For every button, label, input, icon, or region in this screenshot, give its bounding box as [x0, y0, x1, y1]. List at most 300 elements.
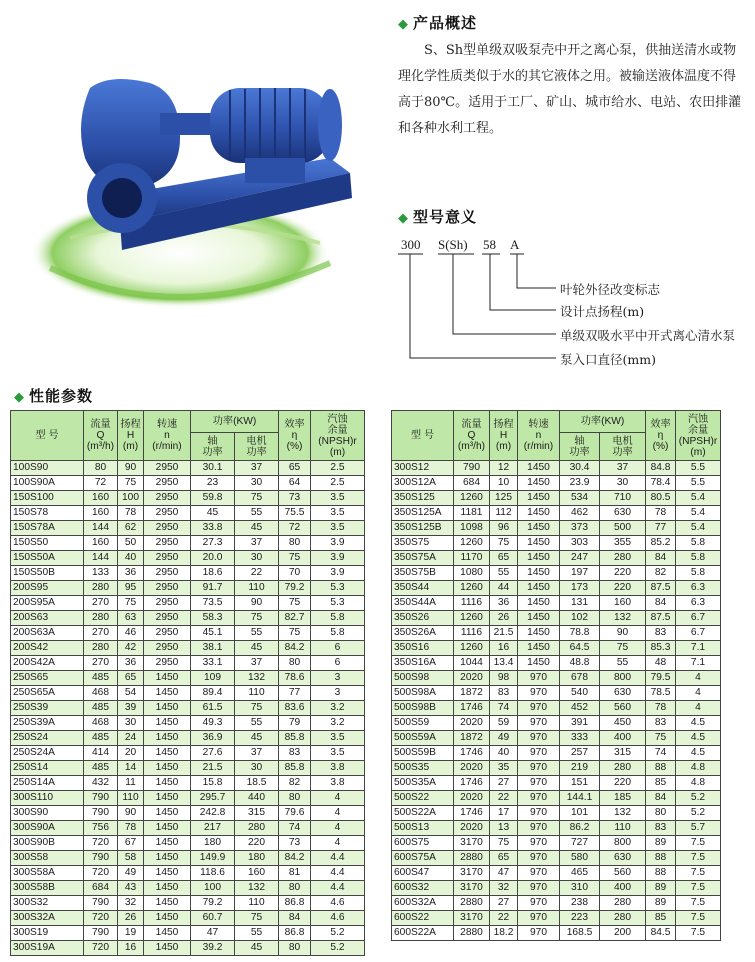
table-cell: 82 [646, 566, 676, 581]
table-cell: 400 [600, 731, 646, 746]
table-cell: 89 [646, 896, 676, 911]
table-cell: 27 [490, 896, 518, 911]
table-cell: 1746 [454, 701, 490, 716]
table-row [11, 656, 365, 671]
table-cell: 242.8 [191, 806, 235, 821]
table-cell: 43 [118, 881, 144, 896]
table-cell: 580 [560, 851, 600, 866]
table-cell: 462 [560, 506, 600, 521]
table-cell: 800 [600, 836, 646, 851]
table-cell: 79.6 [279, 806, 311, 821]
table-cell: 2020 [454, 716, 490, 731]
table-cell: 355 [600, 536, 646, 551]
performance-title: ◆ 性能参数 [14, 387, 94, 405]
table-row [392, 626, 721, 641]
table-cell: 75 [235, 491, 279, 506]
table-cell: 1181 [454, 506, 490, 521]
table-cell: 2950 [144, 476, 191, 491]
table-cell: 32 [490, 881, 518, 896]
header-speed: 转速 n (r/min) [518, 411, 560, 461]
table-cell: 160 [84, 491, 118, 506]
cell-model: 300S110 [11, 791, 84, 806]
table-cell: 40 [118, 551, 144, 566]
table-cell: 74 [279, 821, 311, 836]
table-cell: 27.3 [191, 536, 235, 551]
table-cell: 144 [84, 551, 118, 566]
table-cell: 1450 [144, 881, 191, 896]
table-row [392, 536, 721, 551]
diamond-icon: ◆ [398, 17, 409, 32]
table-cell: 790 [84, 791, 118, 806]
table-cell: 96 [490, 521, 518, 536]
header-npsh: 汽蚀 余量 (NPSH)r (m) [311, 411, 365, 461]
table-cell: 5.8 [676, 566, 721, 581]
table-cell: 630 [600, 506, 646, 521]
cell-model: 500S59A [392, 731, 454, 746]
table-cell: 5.8 [311, 611, 365, 626]
table-row [392, 716, 721, 731]
overview-title: ◆ 产品概述 [398, 14, 478, 32]
table-cell: 49.3 [191, 716, 235, 731]
table-cell: 1746 [454, 806, 490, 821]
table-cell: 89 [646, 881, 676, 896]
table-cell: 75 [490, 836, 518, 851]
cell-model: 150S78A [11, 521, 84, 536]
table-cell: 630 [600, 686, 646, 701]
table-cell: 81 [279, 866, 311, 881]
table-cell: 36 [490, 596, 518, 611]
table-cell: 4.6 [311, 911, 365, 926]
cell-model: 300S12A [392, 476, 454, 491]
table-row [392, 551, 721, 566]
table-cell: 970 [518, 881, 560, 896]
table-cell: 37 [235, 536, 279, 551]
table-cell: 257 [560, 746, 600, 761]
table-cell: 79.2 [191, 896, 235, 911]
cell-model: 200S95 [11, 581, 84, 596]
table-cell: 78.8 [560, 626, 600, 641]
table-cell: 80 [84, 461, 118, 476]
table-cell: 20 [118, 746, 144, 761]
table-cell: 22 [490, 791, 518, 806]
table-cell: 89 [646, 836, 676, 851]
table-cell: 2950 [144, 506, 191, 521]
table-cell: 280 [84, 581, 118, 596]
table-cell: 485 [84, 761, 118, 776]
table-cell: 1450 [144, 911, 191, 926]
table-cell: 3.9 [311, 536, 365, 551]
table-row [392, 926, 721, 941]
table-cell: 5.8 [676, 536, 721, 551]
header-shaft: 轴 功率 [560, 433, 600, 461]
table-cell: 36 [118, 566, 144, 581]
table-row [392, 851, 721, 866]
table-cell: 970 [518, 746, 560, 761]
table-cell: 1044 [454, 656, 490, 671]
table-cell: 23.9 [560, 476, 600, 491]
table-cell: 1450 [144, 791, 191, 806]
overview-text: S、Sh型单级双吸泵壳中开之离心泵，供抽送清水或物理化学性质类似于水的其它液体之用。被输送液体温度不得高于80℃。适用于工厂、矿山、城市给水、电站、农田排灌和各种水利工程。 [398, 43, 742, 136]
header-eff: 效率 η (%) [646, 411, 676, 461]
table-cell: 54 [118, 686, 144, 701]
table-cell: 75 [118, 596, 144, 611]
table-cell: 2950 [144, 521, 191, 536]
table-cell: 790 [454, 461, 490, 476]
table-cell: 1450 [144, 851, 191, 866]
code-diameter: 300 [401, 237, 421, 252]
table-cell: 23 [191, 476, 235, 491]
table-cell: 84.8 [646, 461, 676, 476]
cell-model: 250S14 [11, 761, 84, 776]
table-cell: 32 [118, 896, 144, 911]
table-row [11, 911, 365, 926]
cell-model: 200S42A [11, 656, 84, 671]
table-cell: 3.9 [311, 551, 365, 566]
table-cell: 6.7 [676, 626, 721, 641]
cell-model: 250S39A [11, 716, 84, 731]
table-cell: 1080 [454, 566, 490, 581]
table-cell: 89.4 [191, 686, 235, 701]
cell-model: 250S65 [11, 671, 84, 686]
table-cell: 88 [646, 851, 676, 866]
table-cell: 5.4 [676, 491, 721, 506]
table-cell: 50 [118, 536, 144, 551]
table-cell: 2950 [144, 641, 191, 656]
table-cell: 149.9 [191, 851, 235, 866]
table-cell: 2880 [454, 851, 490, 866]
table-cell: 79.2 [279, 581, 311, 596]
table-row [392, 911, 721, 926]
table-cell: 684 [454, 476, 490, 491]
cell-model: 350S75A [392, 551, 454, 566]
table-row [392, 506, 721, 521]
table-cell: 970 [518, 716, 560, 731]
table-cell: 78.6 [279, 671, 311, 686]
table-cell: 5.3 [311, 581, 365, 596]
table-cell: 1450 [144, 941, 191, 956]
table-cell: 4.4 [311, 866, 365, 881]
table-cell: 42 [118, 641, 144, 656]
table-cell: 247 [560, 551, 600, 566]
table-cell: 280 [84, 641, 118, 656]
table-cell: 24 [118, 731, 144, 746]
cell-model: 250S65A [11, 686, 84, 701]
table-row [392, 836, 721, 851]
table-cell: 144 [84, 521, 118, 536]
cell-model: 300S90 [11, 806, 84, 821]
table-cell: 2950 [144, 611, 191, 626]
table-cell: 333 [560, 731, 600, 746]
table-cell: 48.8 [560, 656, 600, 671]
table-row [11, 761, 365, 776]
table-cell: 55 [600, 656, 646, 671]
table-cell: 55 [235, 506, 279, 521]
table-cell: 373 [560, 521, 600, 536]
table-cell: 4 [311, 806, 365, 821]
cell-model: 150S50 [11, 536, 84, 551]
table-cell: 21.5 [490, 626, 518, 641]
table-cell: 65 [279, 461, 311, 476]
table-cell: 2950 [144, 656, 191, 671]
table-cell: 30.4 [560, 461, 600, 476]
table-cell: 3170 [454, 881, 490, 896]
table-cell: 55 [490, 566, 518, 581]
cell-model: 500S59B [392, 746, 454, 761]
table-cell: 75 [646, 731, 676, 746]
table-cell: 217 [191, 821, 235, 836]
table-cell: 75 [118, 476, 144, 491]
table-row [392, 896, 721, 911]
table-cell: 180 [235, 851, 279, 866]
table-cell: 132 [600, 806, 646, 821]
table-cell: 45.1 [191, 626, 235, 641]
table-cell: 7.5 [676, 911, 721, 926]
table-cell: 91.7 [191, 581, 235, 596]
table-row [11, 476, 365, 491]
table-cell: 7.5 [676, 926, 721, 941]
table-cell: 1450 [144, 821, 191, 836]
table-cell: 3.8 [311, 776, 365, 791]
cell-model: 600S32A [392, 896, 454, 911]
table-cell: 180 [191, 836, 235, 851]
table-cell: 3.8 [311, 761, 365, 776]
cell-model: 350S125A [392, 506, 454, 521]
table-cell: 55 [235, 926, 279, 941]
table-cell: 1450 [144, 896, 191, 911]
table-cell: 5.4 [676, 521, 721, 536]
table-cell: 37 [235, 461, 279, 476]
cell-model: 250S24A [11, 746, 84, 761]
cell-model: 100S90 [11, 461, 84, 476]
table-cell: 3.2 [311, 701, 365, 716]
table-cell: 970 [518, 731, 560, 746]
table-cell: 4 [676, 701, 721, 716]
table-row [11, 836, 365, 851]
table-cell: 720 [84, 866, 118, 881]
table-cell: 62 [118, 521, 144, 536]
legend-type: 单级双吸水平中开式离心清水泵 [560, 328, 736, 343]
table-cell: 5.2 [676, 806, 721, 821]
cell-model: 350S75B [392, 566, 454, 581]
table-cell: 4 [676, 686, 721, 701]
cell-model: 350S16 [392, 641, 454, 656]
table-row [11, 491, 365, 506]
table-cell: 1116 [454, 596, 490, 611]
table-cell: 315 [600, 746, 646, 761]
table-cell: 58.3 [191, 611, 235, 626]
cell-model: 500S35A [392, 776, 454, 791]
cell-model: 300S58 [11, 851, 84, 866]
table-row [392, 566, 721, 581]
table-cell: 727 [560, 836, 600, 851]
table-cell: 144.1 [560, 791, 600, 806]
table-cell: 540 [560, 686, 600, 701]
table-cell: 280 [235, 821, 279, 836]
table-cell: 30.1 [191, 461, 235, 476]
table-cell: 280 [600, 896, 646, 911]
table-cell: 22 [490, 911, 518, 926]
table-cell: 82 [279, 776, 311, 791]
table-cell: 86.8 [279, 896, 311, 911]
table-cell: 110 [235, 581, 279, 596]
table-cell: 270 [84, 626, 118, 641]
table-row [11, 851, 365, 866]
table-cell: 160 [600, 596, 646, 611]
table-cell: 86.2 [560, 821, 600, 836]
table-row [11, 791, 365, 806]
table-row [392, 746, 721, 761]
cell-model: 350S44A [392, 596, 454, 611]
table-cell: 2950 [144, 551, 191, 566]
table-cell: 73 [279, 836, 311, 851]
table-cell: 14 [118, 761, 144, 776]
table-row [392, 521, 721, 536]
table-cell: 1450 [518, 521, 560, 536]
table-cell: 30 [235, 476, 279, 491]
table-cell: 125 [490, 491, 518, 506]
cell-model: 300S12 [392, 461, 454, 476]
table-cell: 1260 [454, 641, 490, 656]
table-cell: 220 [600, 566, 646, 581]
table-cell: 78 [118, 821, 144, 836]
table-cell: 3170 [454, 911, 490, 926]
code-head: 58 [483, 237, 496, 252]
table-cell: 83.6 [279, 701, 311, 716]
table-cell: 4.6 [311, 896, 365, 911]
table-cell: 47 [191, 926, 235, 941]
table-row [11, 716, 365, 731]
table-cell: 468 [84, 716, 118, 731]
header-speed: 转速 n (r/min) [144, 411, 191, 461]
table-cell: 30 [118, 716, 144, 731]
table-cell: 4.4 [311, 851, 365, 866]
table-cell: 1450 [518, 656, 560, 671]
header-npsh: 汽蚀 余量 (NPSH)r (m) [676, 411, 721, 461]
table-cell: 85 [646, 911, 676, 926]
table-cell: 2950 [144, 536, 191, 551]
table-cell: 1450 [518, 596, 560, 611]
table-cell: 74 [490, 701, 518, 716]
table-cell: 4 [311, 821, 365, 836]
table-cell: 65 [118, 671, 144, 686]
table-cell: 2880 [454, 926, 490, 941]
table-cell: 36 [118, 656, 144, 671]
table-cell: 219 [560, 761, 600, 776]
table-cell: 61.5 [191, 701, 235, 716]
table-cell: 110 [118, 791, 144, 806]
table-cell: 185 [600, 791, 646, 806]
table-cell: 6 [311, 656, 365, 671]
table-cell: 220 [600, 776, 646, 791]
cell-model: 300S90B [11, 836, 84, 851]
table-row [392, 491, 721, 506]
table-cell: 132 [235, 881, 279, 896]
cell-model: 500S22A [392, 806, 454, 821]
table-cell: 4 [311, 791, 365, 806]
table-cell: 3.2 [311, 716, 365, 731]
table-cell: 3.5 [311, 491, 365, 506]
table-cell: 720 [84, 941, 118, 956]
table-row [392, 701, 721, 716]
cell-model: 300S32 [11, 896, 84, 911]
table-cell: 970 [518, 821, 560, 836]
table-row [11, 821, 365, 836]
table-cell: 790 [84, 896, 118, 911]
table-cell: 83 [490, 686, 518, 701]
table-cell: 19 [118, 926, 144, 941]
cell-model: 600S47 [392, 866, 454, 881]
table-cell: 75.5 [279, 506, 311, 521]
table-cell: 3.5 [311, 731, 365, 746]
table-cell: 200 [600, 926, 646, 941]
table-cell: 534 [560, 491, 600, 506]
cell-model: 300S32A [11, 911, 84, 926]
table-cell: 280 [84, 611, 118, 626]
table-cell: 35 [490, 761, 518, 776]
table-row [11, 506, 365, 521]
table-cell: 1450 [144, 671, 191, 686]
table-row [11, 461, 365, 476]
code-impeller: A [510, 237, 520, 252]
table-cell: 30 [235, 761, 279, 776]
table-cell: 2020 [454, 821, 490, 836]
table-cell: 400 [600, 881, 646, 896]
table-cell: 86.8 [279, 926, 311, 941]
table-cell: 756 [84, 821, 118, 836]
cell-model: 600S32 [392, 881, 454, 896]
table-cell: 13 [490, 821, 518, 836]
diamond-icon: ◆ [14, 390, 25, 405]
cell-model: 300S58A [11, 866, 84, 881]
table-cell: 17 [490, 806, 518, 821]
table-cell: 720 [84, 836, 118, 851]
table-row [11, 701, 365, 716]
table-cell: 36.9 [191, 731, 235, 746]
table-cell: 78.5 [646, 686, 676, 701]
table-cell: 80 [279, 791, 311, 806]
table-cell: 90 [600, 626, 646, 641]
cell-model: 250S39 [11, 701, 84, 716]
table-cell: 87.5 [646, 611, 676, 626]
table-cell: 45 [235, 731, 279, 746]
table-cell: 55 [235, 716, 279, 731]
table-cell: 30 [600, 476, 646, 491]
table-cell: 133 [84, 566, 118, 581]
table-cell: 82.7 [279, 611, 311, 626]
pump-photo [30, 28, 375, 320]
header-model: 型 号 [392, 411, 454, 461]
table-cell: 452 [560, 701, 600, 716]
table-cell: 1746 [454, 746, 490, 761]
cell-model: 600S22 [392, 911, 454, 926]
table-cell: 970 [518, 926, 560, 941]
cell-model: 350S125 [392, 491, 454, 506]
table-cell: 1450 [144, 866, 191, 881]
table-cell: 84.2 [279, 641, 311, 656]
table-cell: 110 [235, 896, 279, 911]
table-cell: 45 [191, 506, 235, 521]
table-cell: 77 [279, 686, 311, 701]
table-cell: 1450 [144, 836, 191, 851]
table-cell: 21.5 [191, 761, 235, 776]
table-cell: 7.5 [676, 881, 721, 896]
table-cell: 7.5 [676, 836, 721, 851]
table-row [11, 881, 365, 896]
table-cell: 112 [490, 506, 518, 521]
table-row [392, 686, 721, 701]
table-row [392, 791, 721, 806]
legend-head: 设计点扬程(m) [560, 304, 645, 319]
